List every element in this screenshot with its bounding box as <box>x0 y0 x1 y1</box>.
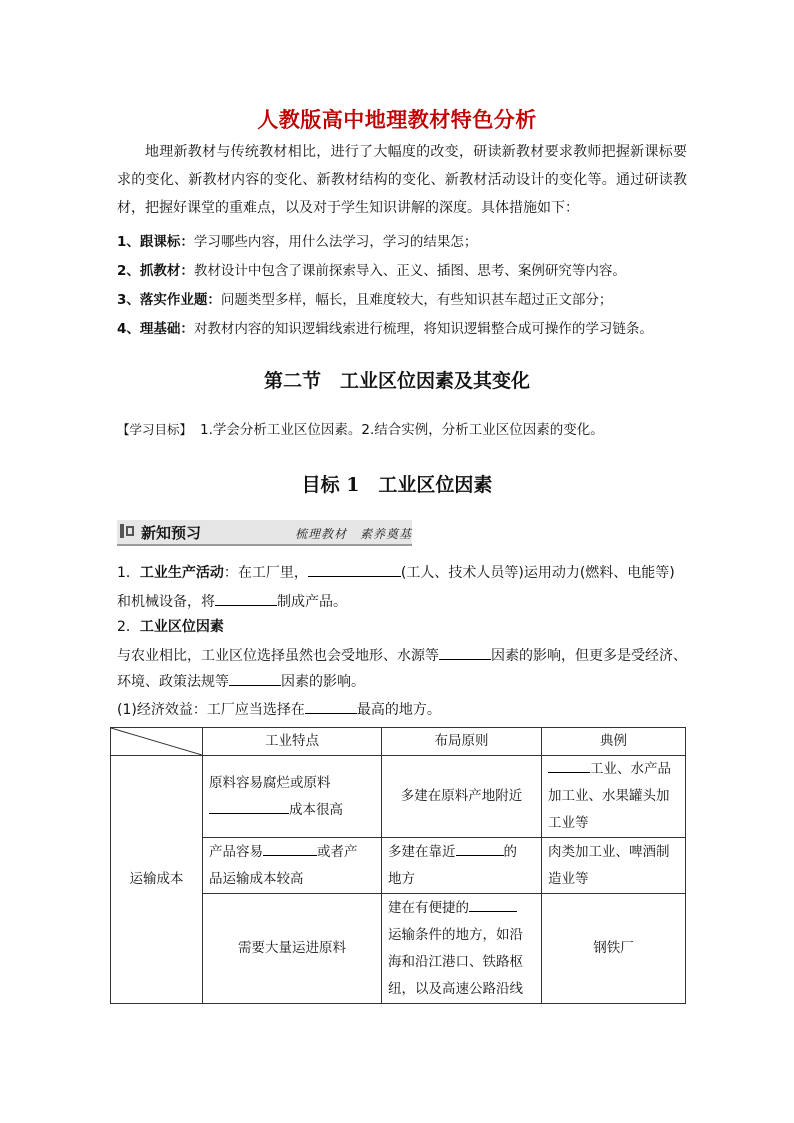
diagonal-header-cell <box>111 728 203 756</box>
item-2-line-1 <box>117 645 687 666</box>
text-segment: (工人、技术人员等)运用动力(燃料、电能等) <box>400 565 675 581</box>
column-header: 典例 <box>542 728 686 756</box>
item-1-line-2 <box>117 591 347 612</box>
target-title: 目标 1 工业区位因素 <box>301 474 493 496</box>
measure-text: 学习哪些内容，用什么法学习，学习的结果怎； <box>193 234 478 250</box>
measure-label: 2、抓教材： <box>117 263 194 279</box>
cell-text: 海和沿江港口、铁路枢 <box>388 953 523 970</box>
table-cell: 多建在原料产地附近 <box>382 756 542 838</box>
text-segment: ：在工厂里， <box>223 565 308 581</box>
cell-text: 产品容易 <box>209 843 263 860</box>
text-segment: 因素的影响，但更多是受经济、 <box>491 648 687 664</box>
goals-tag: 【学习目标】 <box>117 422 193 437</box>
text-segment: (1)经济效益：工厂应当选择在 <box>117 702 305 718</box>
measure-text: 对教材内容的知识逻辑线索进行梳理，将知识逻辑整合成可操作的学习链条。 <box>193 321 653 337</box>
table-row <box>111 756 686 838</box>
item-1-line-1 <box>117 562 675 583</box>
measure-text: 教材设计中包含了课前探索导入、正义、插图、思考、案例研究等内容。 <box>193 263 626 279</box>
fill-blank[interactable] <box>263 841 317 856</box>
item-number: 1． <box>117 565 140 581</box>
cell-text: 造业等 <box>548 870 589 887</box>
item-label: 工业生产活动 <box>139 565 224 581</box>
table-cell: 需要大量运进原料 <box>203 894 382 1004</box>
fill-blank[interactable] <box>548 758 590 773</box>
measure-label: 4、理基础： <box>117 321 194 337</box>
goals-text: 1.学会分析工业区位因素。2.结合实例，分析工业区位因素的变化。 <box>200 422 604 438</box>
fill-blank[interactable] <box>305 699 357 714</box>
item-2-line-2 <box>117 671 365 692</box>
banner-title: 新知预习 <box>141 524 202 542</box>
cell-text: 多建在靠近 <box>388 843 456 860</box>
fill-blank[interactable] <box>215 591 277 606</box>
book-icon <box>120 524 134 538</box>
cell-text: 或者产 <box>317 843 358 860</box>
measure-label: 1、跟课标： <box>117 234 194 250</box>
cell-text: 原料容易腐烂或原料 <box>209 774 331 791</box>
location-factors-table <box>110 727 686 1004</box>
table-cell <box>382 838 542 894</box>
cell-text: 运输条件的地方，如沿 <box>388 926 523 943</box>
measure-3 <box>117 290 612 310</box>
table-header-row <box>111 728 686 756</box>
measure-2 <box>117 261 626 281</box>
table-cell <box>203 838 382 894</box>
measure-1 <box>117 232 477 252</box>
cell-text: 品运输成本较高 <box>209 870 304 887</box>
intro-paragraph: 地理新教材与传统教材相比，进行了大幅度的改变，研读新教材要求教师把握新课标要求的变化、新教材内容的变化、新教材结构的变化、新教材活动设计的变化等。通过研读教材，把握好课堂的重难点，以及对于学生知识讲解的深度。具体措施如下： <box>117 144 687 216</box>
table-cell: 钢铁厂 <box>542 894 686 1004</box>
item-3-line <box>117 699 441 720</box>
fill-blank[interactable] <box>229 671 281 686</box>
fill-blank[interactable] <box>308 562 401 577</box>
cell-text: 建在有便捷的 <box>388 899 469 916</box>
measure-4 <box>117 319 653 339</box>
table-cell <box>542 756 686 838</box>
text-segment: 最高的地方。 <box>356 702 441 718</box>
main-title: 人教版高中地理教材特色分析 <box>257 108 537 132</box>
item-number: 2． <box>117 619 140 635</box>
cell-text: 成本很高 <box>289 801 343 818</box>
fill-blank[interactable] <box>439 645 491 660</box>
cell-text: 工业、水产品 <box>590 761 671 777</box>
text-segment: 因素的影响。 <box>281 674 365 690</box>
cell-text: 纽，以及高速公路沿线 <box>388 980 523 997</box>
measure-text: 问题类型多样，幅长，且难度较大，有些知识甚车超过正文部分； <box>220 292 613 308</box>
cell-text: 的 <box>503 843 517 860</box>
cell-text: 肉类加工业、啤酒制 <box>548 843 670 860</box>
fill-blank[interactable] <box>456 841 504 856</box>
preview-banner <box>117 520 412 546</box>
cell-text: 加工业、水果罐头加 <box>548 788 670 804</box>
row-group-label: 运输成本 <box>111 756 203 1004</box>
table-cell <box>203 756 382 838</box>
item-2-heading <box>117 617 224 637</box>
column-header: 工业特点 <box>203 728 382 756</box>
text-segment: 环境、政策法规等 <box>117 674 229 690</box>
item-label: 工业区位因素 <box>139 619 224 635</box>
fill-blank[interactable] <box>469 897 517 912</box>
section-title: 第二节 工业区位因素及其变化 <box>263 370 530 392</box>
measure-label: 3、落实作业题： <box>117 292 221 308</box>
cell-text: 地方 <box>388 870 415 887</box>
table-cell <box>542 838 686 894</box>
learning-goals <box>117 418 604 438</box>
text-segment: 与农业相比，工业区位选择虽然也会受地形、水源等 <box>117 648 439 664</box>
column-header: 布局原则 <box>382 728 542 756</box>
table-cell <box>382 894 542 1004</box>
text-segment: 和机械设备，将 <box>117 594 215 610</box>
cell-text: 工业等 <box>548 815 589 831</box>
diagonal-line <box>111 728 202 755</box>
banner-subtitle: 梳理教材 素养奠基 <box>295 527 413 541</box>
text-segment: 制成产品。 <box>277 594 347 610</box>
fill-blank[interactable] <box>209 799 289 814</box>
